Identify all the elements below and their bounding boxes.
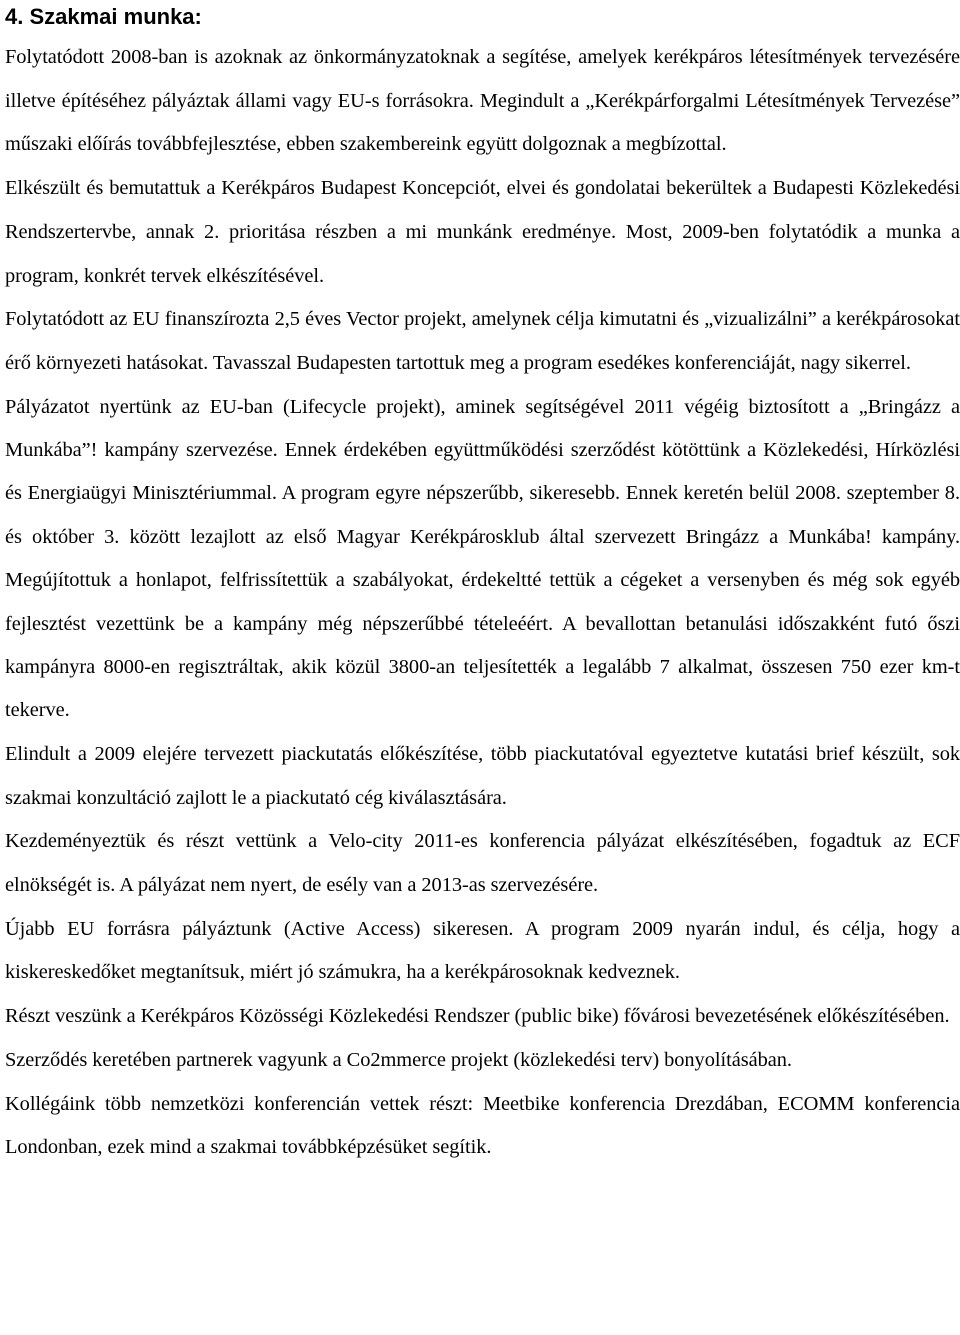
paragraph-co2mmerce: Szerződés keretében partnerek vagyunk a Co2mmerce projekt (közlekedési terv) bonyolításában. bbox=[5, 1048, 792, 1071]
paragraph-conferences: Kollégáink több nemzetközi konferencián vettek részt: Meetbike konferencia Drezdában, ECOMM konferencia Londonban, ezek mind a szakmai továbbképzésüket segítik. bbox=[5, 1092, 960, 1159]
section-heading: 4. Szakmai munka: bbox=[5, 4, 202, 29]
paragraph-bike-to-work: Pályázatot nyertünk az EU-ban (Lifecycle projekt), aminek segítségével 2011 végéig biztosított a „Bringázz a Munkába”! kampány szervezése. Ennek érdekében együttműködési szerződést kötöttünk a Közlekedési, Hírközlési és Energiaügyi Minisztériummal. A program egyre népszerűbb, sikeresebb. Ennek keretén belül 2008. szeptember 8. és október 3. között lezajlott az első Magyar Kerékpárosklub által szervezett Bringázz a Munkába! kampány. Megújítottuk a honlapot, felfrissítettük a szabályokat, érdekeltté tettük a cégeket a versenyben és még sok egyéb fejlesztést vezettünk be a kampány még népszerűbbé tételeéért. A bevallottan betanulási időszakként futó őszi kampányra 8000-en regisztráltak, akik közül 3800-an teljesítették a legalább 7 alkalmat, összesen 750 ezer km-t tekerve. bbox=[5, 395, 960, 722]
paragraph-budapest-concept: Elkészült és bemutattuk a Kerékpáros Budapest Koncepciót, elvei és gondolatai bekerültek a Budapesti Közlekedési Rendszertervbe, annak 2. prioritása részben a mi munkánk eredménye. Most, 2009-ben folytatódik a munka a program, konkrét tervek elkészítésével. bbox=[5, 177, 960, 287]
paragraph-market-research: Elindult a 2009 elejére tervezett piackutatás előkészítése, több piackutatóval egyeztetve kutatási brief készült, sok szakmai konzultáció zajlott le a piackutató cég kiválasztására. bbox=[5, 742, 960, 809]
paragraph-active-access: Újabb EU forrásra pályáztunk (Active Access) sikeresen. A program 2009 nyarán indul, és célja, hogy a kiskereskedőket megtanítsuk, miért jó számukra, ha a kerékpárosoknak kedveznek. bbox=[5, 917, 960, 984]
paragraph-vector-project: Folytatódott az EU finanszírozta 2,5 éves Vector projekt, amelynek célja kimutatni és „vizualizálni” a kerékpárosokat érő környezeti hatásokat. Tavasszal Budapesten tartottuk meg a program esedékes konferenciáját, nagy sikerrel. bbox=[5, 308, 960, 374]
paragraph-velo-city: Kezdeményeztük és részt vettünk a Velo-city 2011-es konferencia pályázat elkészítésében, fogadtuk az ECF elnökségét is. A pályázat nem nyert, de esély van a 2013-as szervezésére. bbox=[5, 830, 960, 896]
document-page bbox=[5, 0, 960, 1170]
paragraph-public-bike: Részt veszünk a Kerékpáros Közösségi Közlekedési Rendszer (public bike) fővárosi bevezetésének előkészítésében. bbox=[5, 1005, 950, 1028]
paragraph-planning-support: Folytatódott 2008-ban is azoknak az önkormányzatoknak a segítése, amelyek kerékpáros létesítmények tervezésére illetve építéséhez pályáztak állami vagy EU-s forrásokra. Megindult a „Kerékpárforgalmi Létesítmények Tervezése” műszaki előírás továbbfejlesztése, ebben szakembereink együtt dolgoznak a megbízottal. bbox=[5, 46, 960, 156]
